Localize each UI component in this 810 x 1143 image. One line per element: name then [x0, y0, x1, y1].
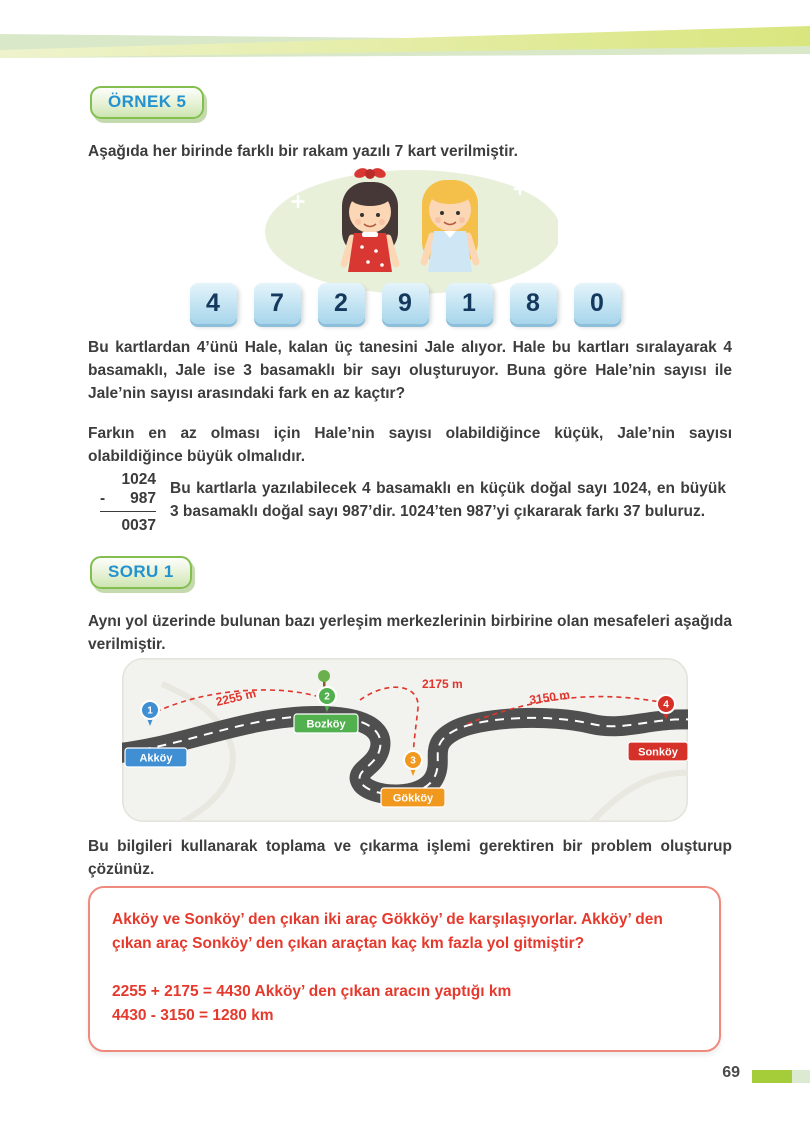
answer-box: [88, 886, 721, 1052]
distance-label: 3150 m: [528, 687, 571, 707]
question-intro-text: Aynı yol üzerinde bulunan bazı yerleşim merkezlerinin birbirine olan mesafeleri aşağıda verilmiştir.: [88, 613, 732, 653]
subtraction-minuend: 1024: [121, 471, 156, 488]
number-card: 9: [382, 283, 429, 324]
svg-text:Sonköy: Sonköy: [638, 746, 678, 759]
answer-line-2: 4430 - 3150 = 1280 km: [112, 1007, 274, 1024]
header-decoration-bands: [0, 0, 810, 70]
number-card: 0: [574, 283, 621, 324]
example-5-badge: ÖRNEK 5: [90, 86, 204, 119]
svg-text:Bozköy: Bozköy: [306, 718, 346, 731]
subtraction-work: [100, 470, 156, 535]
question-1-badge: SORU 1: [90, 556, 192, 589]
subtraction-result: 0037: [121, 517, 156, 534]
number-card: 2: [318, 283, 365, 324]
number-card: 4: [190, 283, 237, 324]
answer-line-1: 2255 + 2175 = 4430 Akköy’ den çıkan aracın yaptığı km: [112, 983, 512, 1000]
answer-question: Akköy ve Sonköy’ den çıkan iki araç Gökköy’ de karşılaşıyorlar. Akköy’ den çıkan araç Sonköy’ den çıkan araçtan kaç km fazla yol gitmiştir?: [112, 911, 663, 952]
svg-text:Akköy: Akköy: [139, 752, 173, 765]
subtraction-line: [100, 511, 156, 512]
blonde-girl: [422, 180, 478, 272]
footer-pale-bar: [792, 1070, 810, 1083]
footer-green-bar: [752, 1070, 792, 1083]
svg-text:3: 3: [410, 755, 416, 767]
solution-explanation-text: Bu kartlarla yazılabilecek 4 basamaklı en küçük doğal sayı 1024, en büyük 3 basamaklı doğal sayı 987’dir. 1024’ten 987’yi çıkararak farkı 37 buluruz.: [170, 480, 726, 520]
town-label-bozkoy: [294, 714, 358, 733]
solution-intro-text: Farkın en az olması için Hale’nin sayısı olabildiğince küçük, Jale’nin sayısı olabildiğince büyük olmalıdır.: [88, 425, 732, 465]
minus-sign: -: [100, 490, 106, 507]
problem-prompt-text: Bu bilgileri kullanarak toplama ve çıkarma işlemi gerektiren bir problem oluşturup çözünüz.: [88, 838, 732, 878]
number-card: 8: [510, 283, 557, 324]
svg-text:4: 4: [663, 699, 669, 711]
svg-text:1: 1: [147, 705, 153, 717]
girls-illustration-svg: [258, 160, 558, 294]
subtraction-subtrahend: 987: [130, 490, 156, 507]
road-map-illustration: [122, 658, 688, 822]
distance-label: 2255 m: [214, 686, 258, 709]
example-intro-text: Aşağıda her birinde farklı bir rakam yazılı 7 kart verilmiştir.: [88, 143, 518, 160]
page-number: 69: [722, 1064, 740, 1081]
town-label-akkoy: [125, 748, 187, 767]
road-map-svg: [122, 658, 688, 822]
number-card: 7: [254, 283, 301, 324]
town-label-sonkoy: [628, 742, 688, 761]
svg-text:Gökköy: Gökköy: [392, 792, 434, 805]
girls-illustration: [258, 160, 558, 294]
town-label-gokkoy: [381, 788, 445, 807]
svg-text:2: 2: [324, 691, 330, 703]
number-cards-row: [88, 283, 722, 324]
distance-label: 2175 m: [422, 677, 463, 691]
example-question-text: Bu kartlardan 4’ünü Hale, kalan üç tanesini Jale alıyor. Hale bu kartları sıralayarak 4 basamaklı, Jale ise 3 basamaklı bir sayı oluşturuyor. Buna göre Hale’nin sayısı ile Jale’nin sayısı arasındaki fark en az kaçtır?: [88, 339, 732, 402]
number-card: 1: [446, 283, 493, 324]
